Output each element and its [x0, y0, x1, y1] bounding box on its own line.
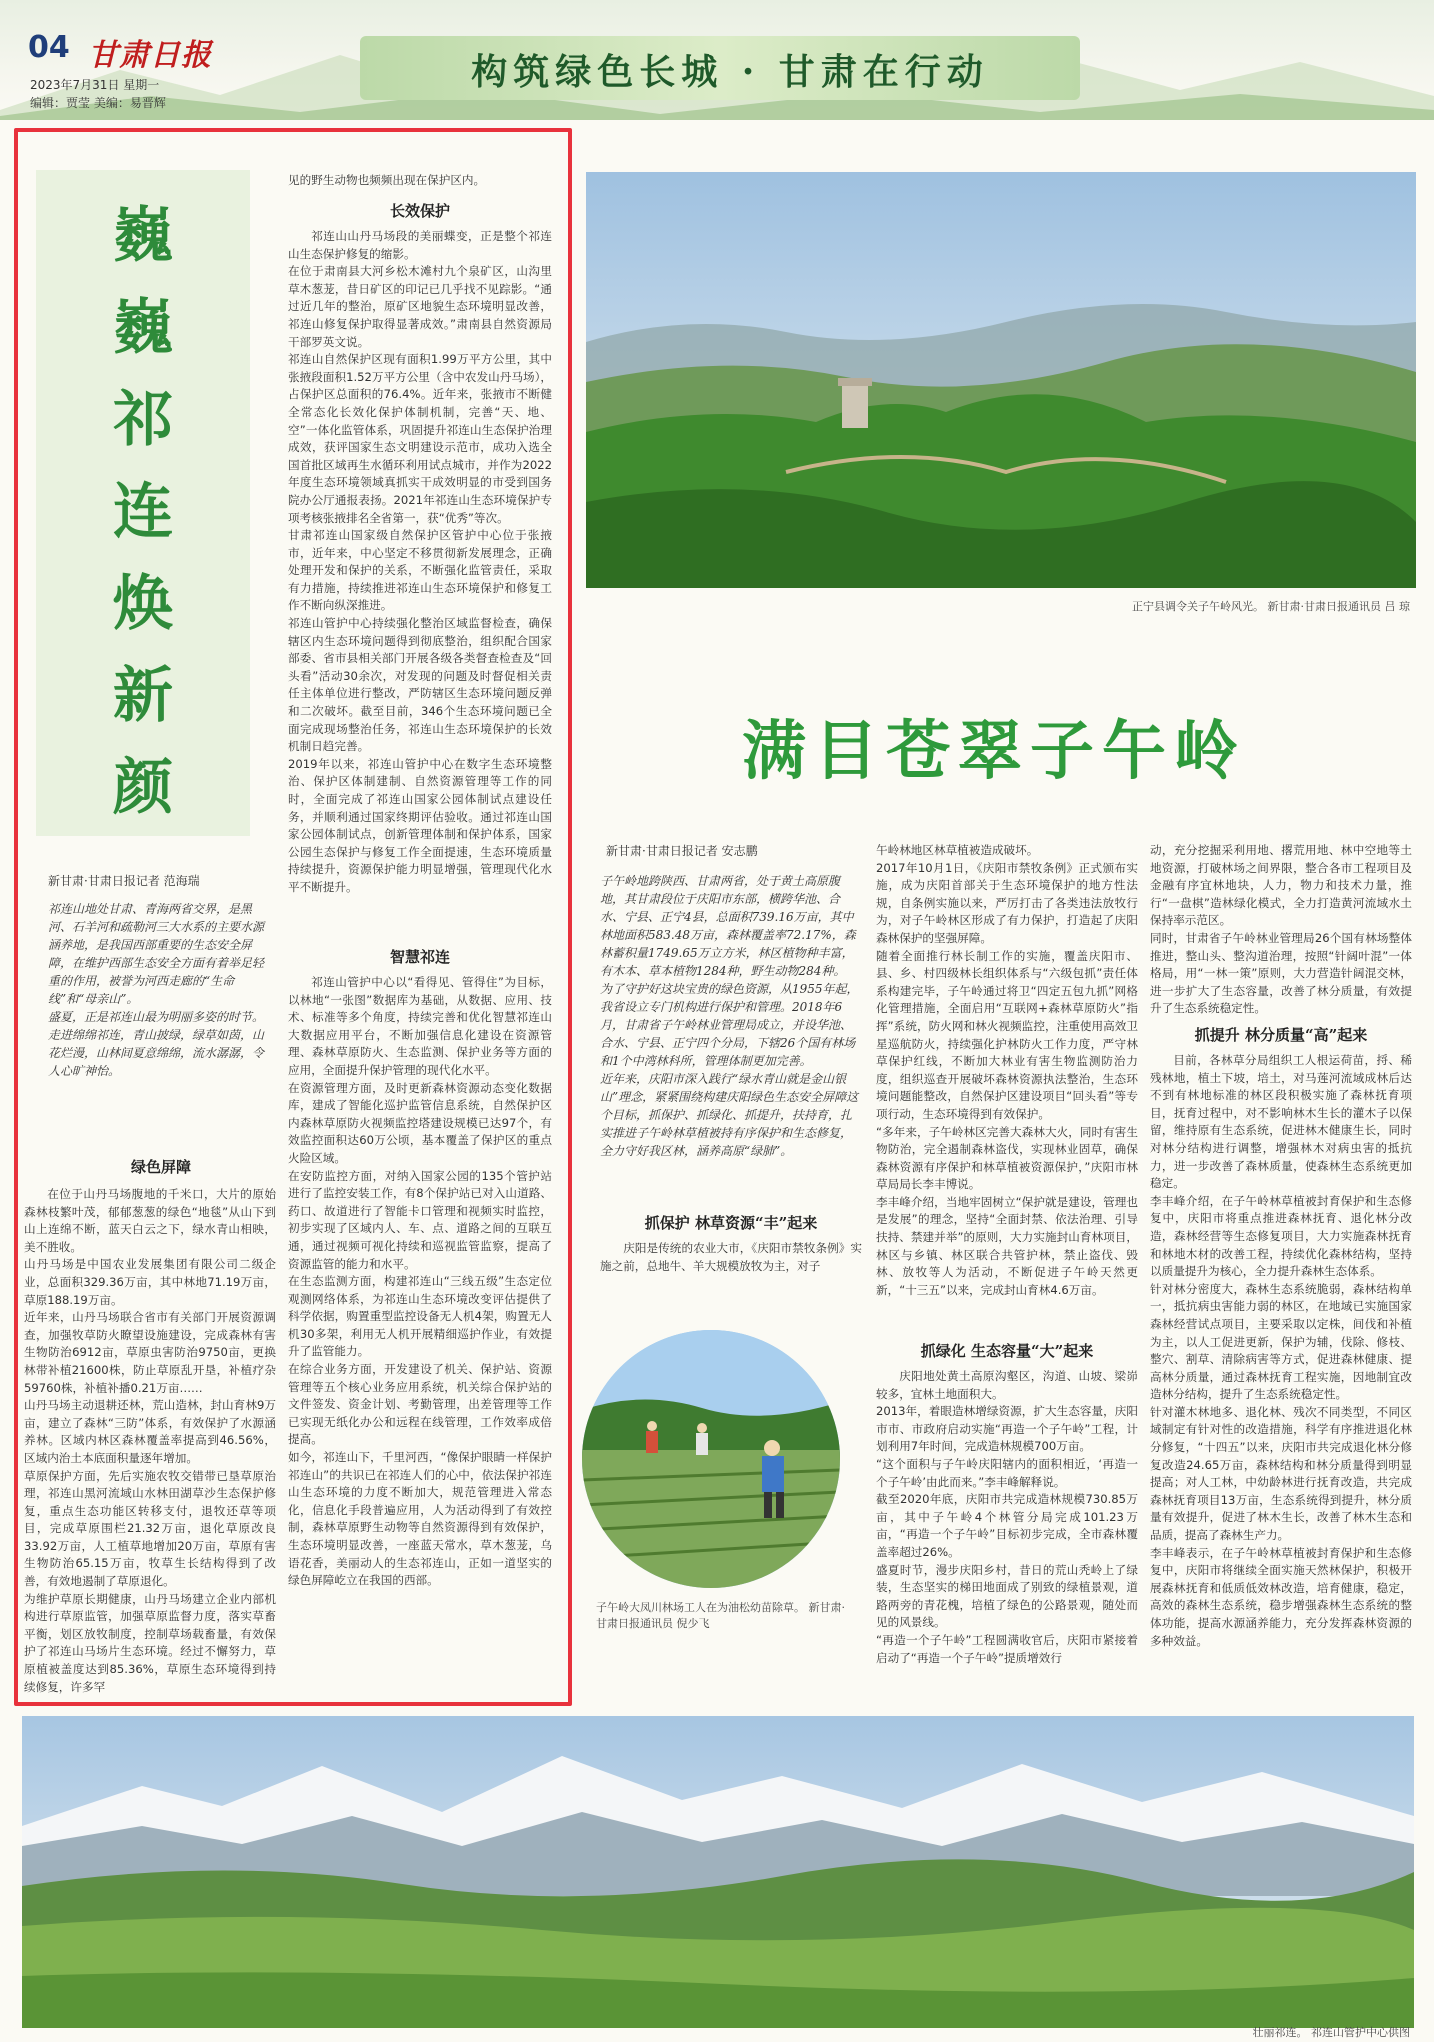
- left-article-col2-text: 祁连山山丹马场段的美丽蝶变，正是整个祁连山生态保护修复的缩影。 在位于肃南县大河乡松木滩村九个泉矿区，山沟里草木葱茏，昔日矿区的印记已几乎找不见踪影。“通过近几年的整治，原矿区地貌生态环境明显改善，祁连山修复保护取得显著成效。”肃南县自然资源局干部罗英文说。 祁连山自然保护区现有面积1.99万平方公里，其中张掖段面积1.52万平方公里（含中农发山丹马场），占保护区总面积的76.4%。近年来，张掖市不断健全常态化长效化保护体制机制，完善“天、地、空”一体化监管体系，巩固提升祁连山生态保护治理成效，获评国家生态文明建设示范市，成功入选全国首批区域再生水循环利用试点城市，并作为2022年度生态环境领域真抓实干成效明显的市受到国务院办公厅通报表扬。2021年祁连山生态环境保护专项考核张掖排名全省第一，获“优秀”等次。 甘肃祁连山国家级自然保护区管护中心位于张掖市，近年来，中心坚定不移贯彻新发展理念，正确处理开发和保护的关系，不断强化监管责任，采取有力措施，持续推进祁连山生态环境保护和修复工作不断向纵深推进。 祁连山管护中心持续强化整治区域监督检查，确保辖区内生态环境问题得到彻底整治，组织配合国家部委、省市县相关部门开展各级各类督查检查及“回头看”活动30余次，对发现的问题及时督促相关责任主体单位进行整改，严防辖区生态环境问题反弹和二次破坏。截至目前，346个生态环境问题已全面完成现场整治任务，祁连山生态环境保护的长效机制日趋完善。 2019年以来，祁连山管护中心在数字生态环境整治、保护区体制建制、自然资源管理等工作的同时，全面完成了祁连山国家公园体制试点建设任务，并顺利通过国家终期评估验收。通过祁连山国家公园体制试点，创新管理体制和保护体系，国家公园生态保护与修复工作全面提速，生态环境质量持续提升，资源保护能力明显增强，管理现代化水平不断提升。: [288, 229, 552, 894]
- left-article-byline: 新甘肃·甘肃日报记者 范海瑞: [48, 874, 200, 888]
- subheading-protection: 抓保护 林草资源“丰”起来: [644, 1214, 818, 1232]
- newspaper-name: 甘肃日报: [88, 38, 212, 73]
- right-article-title: 满目苍翠子午岭: [742, 715, 1246, 789]
- left-article-title-panel: [36, 170, 250, 836]
- forest-workers-illustration: [582, 1330, 840, 1588]
- subheading-long-term-protection: 长效保护: [389, 202, 450, 220]
- title-char: 巍: [113, 293, 173, 363]
- subheading-smart-qilian: 智慧祁连: [389, 948, 450, 966]
- photo1-caption: 正宁县调令关子午岭风光。 新甘肃·甘肃日报通讯员 吕 琼: [1132, 600, 1410, 613]
- subheading-green-barrier: 绿色屏障: [130, 1158, 191, 1176]
- photo-forest-workers: [582, 1330, 840, 1588]
- right-article-col2-text-2: 庆阳地处黄土高原沟壑区，沟道、山坡、梁峁较多，宜林土地面积大。 2013年，着眼造林增绿资源，扩大生态容量，庆阳市市、市政府启动实施“再造一个子午岭”工程，计划利用7年时间，完成造林规模700万亩。 “这个面积与子午岭庆阳辖内的面积相近，‘再造一个子午岭’由此而来。”李丰峰解释说。 截至2020年底，庆阳市共完成造林规模730.85万亩，其中子午岭4个林管分局完成101.23万亩，“再造一个子午岭”目标初步完成，全市森林覆盖率超过26%。 盛夏时节，漫步庆阳乡村，昔日的荒山秃岭上了绿装，生态坚实的梯田地面成了别致的绿植景观，道路两旁的青花槐，培植了绿色的公路景观，随处而见的风景线。 “再造一个子午岭”工程圆满收官后，庆阳市紧接着启动了“再造一个子午岭”提质增效行: [876, 1369, 1138, 1665]
- title-char: 连: [113, 477, 173, 547]
- left-article-col2-continued: 见的野生动物也频频出现在保护区内。: [288, 173, 486, 187]
- left-article-lead: 祁连山地处甘肃、青海两省交界，是黑河、石羊河和疏勒河三大水系的主要水源涵养地，是我国西部重要的生态安全屏障，在维护西部生态安全方面有着举足轻重的作用，被誉为河西走廊的“生命线”和“母亲山”。 盛夏，正是祁连山最为明丽多姿的时节。走进绵绵祁连，青山披绿，绿草如茵，山花烂漫，山林间夏意绵绵，流水潺潺，令人心旷神怡。: [48, 902, 265, 1078]
- right-article-col3-text-2: 目前，各林草分局组织工人根运荷苗，捋、稀残林地，植土下坡，培土，对马莲河流域成林后达不到有林地标准的林区段积极实施了森林抚育项目，抚育过程中，对不影响林木生长的灌木子以保留，维持原有生态系统，促进林木健康生长，同时对林分结构进行调整，增强林木对病虫害的抵抗力，进一步改善了森林质量，使森林生态系统更加稳定。 李丰峰介绍，在子午岭林草植被封育保护和生态修复中，庆阳市将重点推进森林抚育、退化林分改造，森林经营等生态修复项目，大力实施森林抚育和林地木材的改善工程，持续优化森林结构，坚持以质量提升为核心，全力提升森林生态体系。 针对林分密度大，森林生态系统脆弱，森林结构单一，抵抗病虫害能力弱的林区，在地域已实施国家森林经营试点项目，主要采取以定株，间伐和补植为主，以人工促进更新，保护为辅，伐除、修枝、整穴、割草、清除病害等方式，促进森林健康、提高林分质量，通过森林抚育工程实施，因地制宜改造林分结构，提升了生态系统稳定性。 针对灌木林地多、退化林、残次不同类型，不同区域制定有针对性的改造措施，科学有序推进退化林分修复，“十四五”以来，庆阳市共完成退化林分修复改造24.65万亩，森林结构和林分质量得到明显提高；对人工林，中幼龄林进行抚育改造，共完成森林抚育项目13万亩，生态系统得到提升，林分质量有效提升，促进了林木生长，改善了林木生态和品质，提高了森林生产力。 李丰峰表示，在子午岭林草植被封育保护和生态修复中，庆阳市将继续全面实施天然林保护，积极开展森林抚育和低质低效林改造，培育健康，稳定，高效的森林生态系统，稳步增强森林生态系统的整体功能，提高水源涵养能力，充分发挥森林资源的多种效益。: [1150, 1053, 1412, 1648]
- right-article-col2-text: 午岭林地区林草植被造成破坏。 2017年10月1日，《庆阳市禁牧条例》正式颁布实施，成为庆阳首部关于生态环境保护的地方性法规，自条例实施以来，严厉打击了各类违法放牧行为，对子午岭林区形成了有力保护，打造起了庆阳森林保护的坚强屏障。 随着全面推行林长制工作的实施，覆盖庆阳市、县、乡、村四级林长组织体系与“六级包抓”责任体系构建完毕，子午岭通过将卫“四定五包九抓”网格化管理措施，全面启用“互联网+森林草原防火”指挥”系统，防火网和林火视频监控，注重使用高效卫星巡航防火，持续强化护林防火工作力度，严守林草保护红线，不断加大林业有害生物监测防治力度，组织巡查开展破坏森林资源执法整治，生态环境问题能整改，自然保护区建设项目“回头看”等专项行动，生态环境得到有效保护。 “多年来，子午岭林区完善大森林大火，同时有害生物防治，完全遏制森林盗伐，实现林业固草，确保森林资源有序保护和林草植被资源保护，”庆阳市林草局局长李丰博说。 李丰峰介绍，当地牢固树立“保护就是建设，管理也是发展”的理念，坚持“全面封禁、依法治理、引导扶持、禁建并举”的原则，大力实施封山育林项目，林区与乡镇、林区联合共管护林，禁止盗伐、毁林、放牧等人为活动，不断促进子午岭天然更新，“十三五”以来，完成封山育林4.6万亩。: [876, 843, 1138, 1297]
- title-char: 巍: [113, 201, 173, 271]
- left-article-col2-text-2: 祁连山管护中心以“看得见、管得住”为目标，以林地“一张图”数据库为基础，从数据、应用、技术、标准等多个角度，持续完善和优化智慧祁连山大数据应用平台，不断加强信息化建设在资源管理、森林草原防火、生态监测、保护业务等方面的应用，全面提升保护管理的现代化水平。 在资源管理方面，及时更新森林资源动态变化数据库，建成了智能化巡护监管信息系统，自然保护区内森林草原防火视频监控塔建设规模已达97个，有效监控面积达60万公顷，基本覆盖了保护区的重点火险区域。 在安防监控方面，对纳入国家公园的135个管护站进行了监控安装工作，有8个保护站已对入山道路、药口、故道进行了智能卡口管理和视频实时监控，初步实现了区域内人、车、点、道路之间的互联互通，通过视频可视化持续和巡视监管监察，提高了资源监管的能力和水平。 在生态监测方面，构建祁连山“三线五级”生态定位观测网络体系，为祁连山生态环境改变评估提供了科学依据，购置重型监控设备无人机4架，购置无人机30多架，利用无人机开展精细巡护作业，有效提升了监管能力。 在综合业务方面，开发建设了机关、保护站、资源管理等五个核心业务应用系统，机关综合保护站的文件签发、资金计划、考勤管理，出差管理等工作已实现无纸化办公和远程在线管理，工作效率成倍提高。 如今，祁连山下，千里河西，“像保护眼睛一样保护祁连山”的共识已在祁连人们的心中，依法保护祁连山生态环境的力度不断加大，规范管理进入常态化，信息化手段普遍应用，人为活动得到了有效控制，森林草原野生动物等自然资源得到有效保护，生态环境明显改善，一座蓝天常水，草木葱茏，乌语花香，美丽动人的生态祁连山，正如一道坚实的绿色屏障屹立在我国的西部。: [288, 975, 552, 1588]
- left-article-col1-text: 在位于山丹马场腹地的千米口，大片的原始森林枝繁叶茂，郁郁葱葱的绿色“地毯”从山下到山上连绵不断，蓝天白云之下，绿水青山相映，美不胜收。 山丹马场是中国农业发展集团有限公司二级企业，总面积329.36万亩，其中林地71.19万亩，草原188.19万亩。 近年来，山丹马场联合省市有关部门开展资源调查，加强牧草防火瞭望设施建设，完成森林有害生物防治6912亩，草原虫害防治9750亩，更换林带补植21600株，防止草原乱开垦，补植疗杂59760株，补植补播0.21万亩…… 山丹马场主动退耕还林，荒山造林，封山育林9万亩，建立了森林“三防”体系，有效保护了水源涵养林。区域内林区森林覆盖率提高到46.56%，区域内治土本底面积量逐年增加。 草原保护方面，先后实施农牧交错带已垦草原治理，祁连山黑河流域山水林田湖草沙生态保护修复，重点生态功能区转移支付，退牧还草等项目，完成草原围栏21.32万亩，退化草原改良33.92万亩，人工植草地增加20万亩，草原有害生物防治65.15万亩，牧草生长结构得到了改善，有效地遏制了草原退化。 为维护草原长期健康，山丹马场建立企业内部机构进行草原监管，加强草原监督力度，落实草畜平衡，划区放牧制度，控制草场载畜量，有效保护了祁连山马场片生态环境。经过不懈努力，草原植被盖度达到85.36%，草原生态环境得到持续修复，许多罕: [24, 1187, 276, 1694]
- title-char: 颜: [113, 753, 173, 823]
- right-article-byline: 新甘肃·甘肃日报记者 安志鹏: [606, 844, 758, 858]
- title-char: 焕: [113, 569, 173, 639]
- title-char: 祁: [113, 385, 173, 455]
- section-banner-title: 构筑绿色长城 · 甘肃在行动: [471, 51, 989, 93]
- subheading-quality-upgrade: 抓提升 林分质量“高”起来: [1194, 1026, 1368, 1044]
- subheading-greening: 抓绿化 生态容量“大”起来: [920, 1342, 1094, 1360]
- page-number: 04: [28, 30, 70, 65]
- editor-credits: 编辑：贾莹 美编：易晋辉: [30, 96, 166, 110]
- ziwuling-landscape-illustration: [586, 172, 1416, 588]
- photo2-caption: 子午岭大凤川林场工人在为油松幼苗除草。 新甘肃·甘肃日报通讯员 倪少飞: [596, 1601, 845, 1630]
- photo3-caption: 壮丽祁连。 祁连山管护中心供图: [1252, 2026, 1410, 2039]
- qilian-panorama-illustration: [22, 1716, 1414, 2028]
- photo-qilian-panorama: [22, 1716, 1414, 2028]
- right-article-col1-text: 庆阳是传统的农业大市，《庆阳市禁牧条例》实施之前，总地牛、羊大规模放牧为主，对子: [600, 1241, 862, 1273]
- right-article-lead: 子午岭地跨陕西、甘肃两省，处于黄土高原腹地，其甘肃段位于庆阳市东部，横跨华池、合水、宁县、正宁4县，总面积739.16万亩，其中林地面积583.48万亩，森林覆盖率72.17%，森林蓄积量1749.65万立方米，林区植物种丰富，有木本、草本植物1284种，野生动物284种。 为了守护好这块宝贵的绿色资源，从1955年起，我省设立专门机构进行保护和管理。2018年6月，甘肃省子午岭林业管理局成立，并设华池、合水、宁县、正宁四个分局，下辖26个国有林场和1个中湾林科所，管理体制更加完善。 近年来，庆阳市深入践行“绿水青山就是金山银山”理念，紧紧围绕构建庆阳绿色生态安全屏障这个目标，抓保护、抓绿化、抓提升，扶持育，扎实推进子午岭林草植被持有序保护和生态修复，全力守好我区林，涵养高原“绿肺”。: [600, 874, 859, 1158]
- issue-date: 2023年7月31日 星期一: [30, 78, 160, 92]
- photo-ziwuling-landscape: [586, 172, 1416, 588]
- right-article-col3-text: 动，充分挖掘采利用地、撂荒用地、林中空地等土地资源，打破林场之间界限，整合各市工程项目及金融有序宜林地块，人力，物力和技术力量，推行“一盘棋”造林绿化模式，全力打造黄河流域水土保持率示范区。 同时，甘肃省子午岭林业管理局26个国有林场整体推进，整山头、整沟道治理，按照“针阔叶混”一体格局，用“一林一策”原则，大力营造针阔混交林，进一步扩大了生态容量，改善了林分质量，有效提升了生态系统稳定性。: [1150, 843, 1412, 1016]
- title-char: 新: [113, 661, 173, 731]
